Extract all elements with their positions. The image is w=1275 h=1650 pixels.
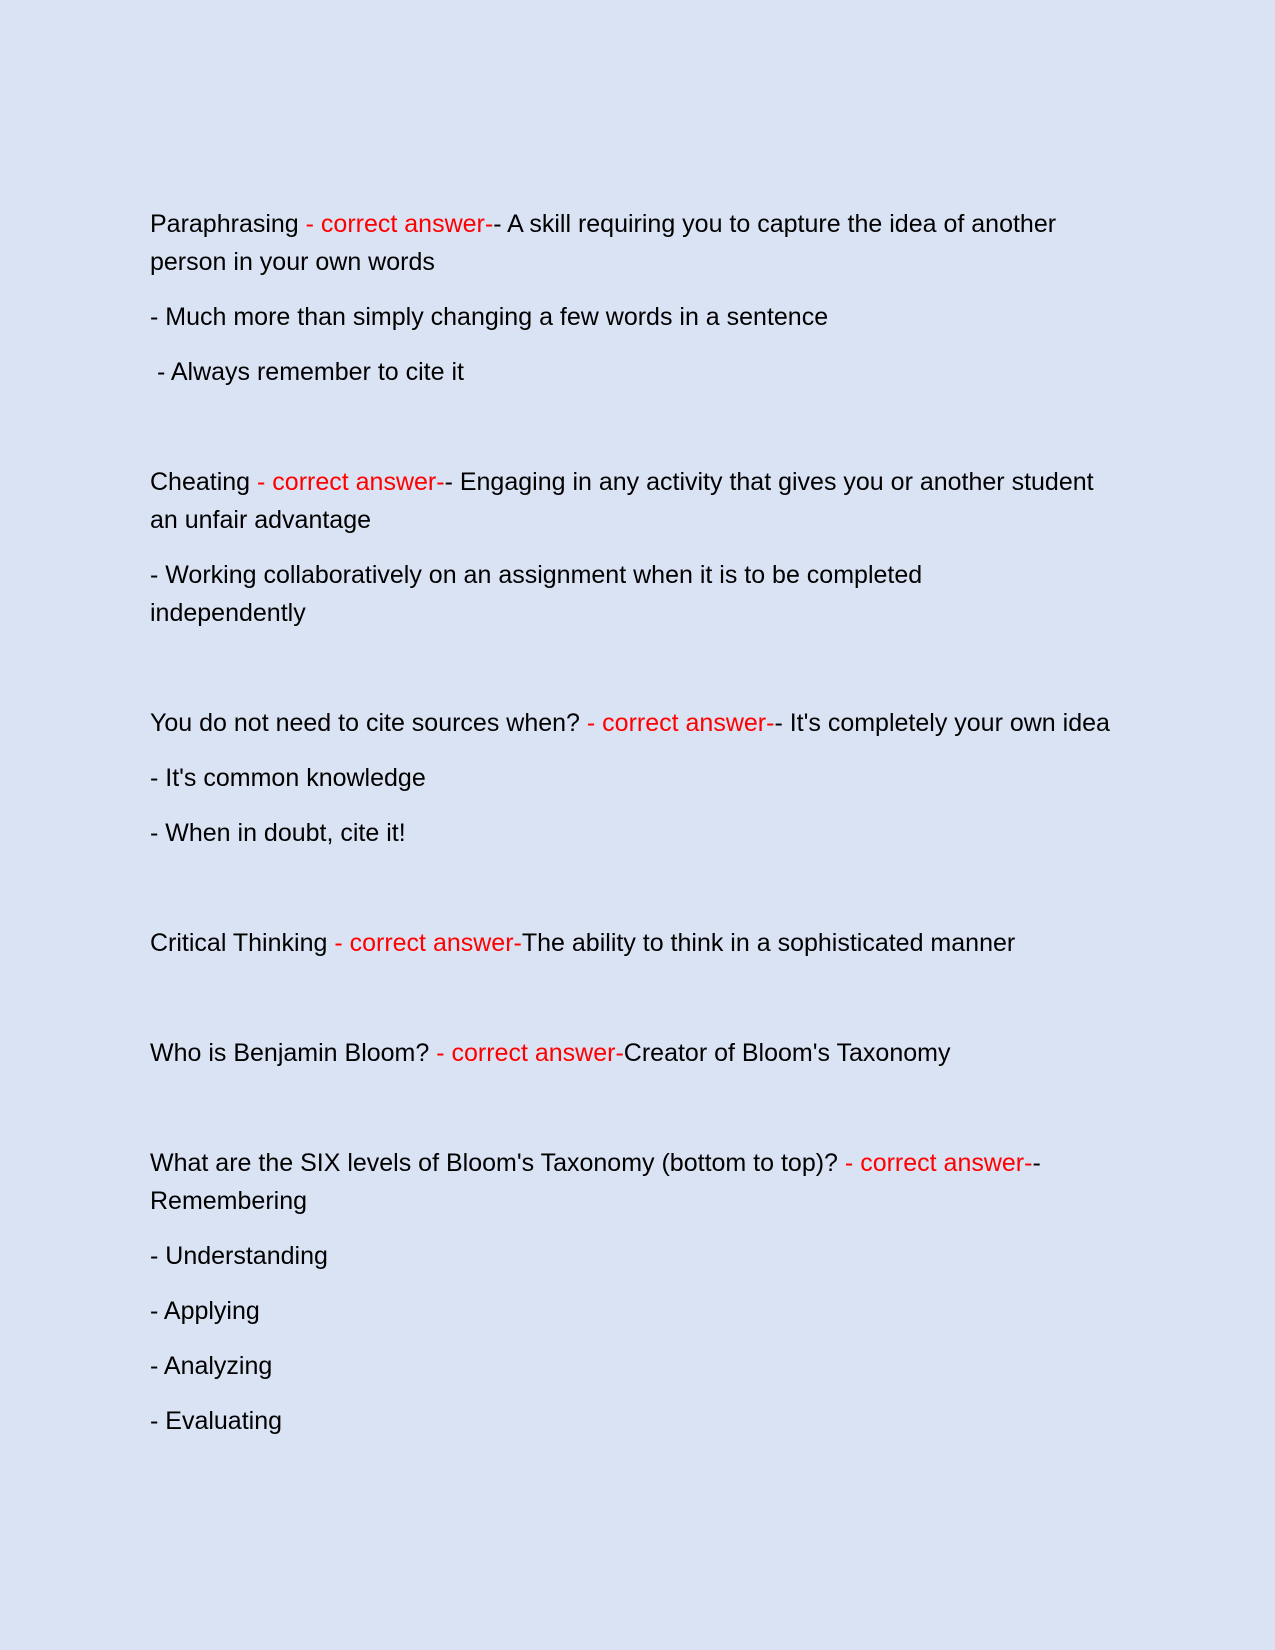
correct-answer-marker: - correct answer-	[305, 210, 494, 238]
correct-answer-marker: - correct answer-	[586, 709, 775, 737]
correct-answer-marker: - correct answer-	[436, 1039, 624, 1067]
entry-answer: - A skill requiring you to capture the idea of another person in your own words	[150, 210, 1057, 276]
correct-answer-marker: - correct answer-	[844, 1149, 1033, 1177]
answer-bullet: - Understanding	[150, 1242, 328, 1270]
entry-answer: - It's completely your own idea	[774, 709, 1110, 737]
entry-term: Critical Thinking	[150, 929, 335, 957]
flashcard-entry	[150, 1144, 1120, 1440]
answer-bullet: - Working collaboratively on an assignment when it is to be completed independently	[150, 561, 923, 627]
entry-question	[150, 704, 1120, 742]
entry-question	[150, 463, 1120, 539]
entry-term: You do not need to cite sources when?	[150, 709, 587, 737]
correct-answer-marker: - correct answer-	[257, 468, 445, 496]
entry-question	[150, 1144, 1120, 1220]
entry-answer: - Engaging in any activity that gives you or another student an unfair advantage	[150, 468, 1094, 534]
flashcard-entry	[150, 463, 1120, 632]
answer-bullet: - Much more than simply changing a few words in a sentence	[150, 303, 829, 331]
flashcard-entry	[150, 704, 1120, 852]
flashcard-entry	[150, 205, 1120, 391]
correct-answer-marker: - correct answer-	[334, 929, 522, 957]
entry-answer: Creator of Bloom's Taxonomy	[623, 1039, 951, 1067]
answer-bullet: - Evaluating	[150, 1407, 283, 1435]
answer-bullet: - It's common knowledge	[150, 764, 426, 792]
entry-answer: - Remembering	[150, 1149, 1041, 1215]
flashcard-entry	[150, 1034, 1120, 1072]
entry-term: Paraphrasing	[150, 210, 306, 238]
entry-question	[150, 205, 1120, 281]
answer-bullet: - Applying	[150, 1297, 260, 1325]
entry-term: Cheating	[150, 468, 258, 496]
answer-bullet: - Always remember to cite it	[150, 358, 464, 386]
document-page	[150, 205, 1120, 1512]
answer-bullet: - When in doubt, cite it!	[150, 819, 406, 847]
flashcard-entry	[150, 924, 1120, 962]
entry-question	[150, 1034, 1120, 1072]
answer-bullet: - Analyzing	[150, 1352, 273, 1380]
entry-answer: The ability to think in a sophisticated manner	[521, 929, 1016, 957]
entry-question	[150, 924, 1120, 962]
entry-term: Who is Benjamin Bloom?	[150, 1039, 437, 1067]
entry-term: What are the SIX levels of Bloom's Taxonomy (bottom to top)?	[150, 1149, 845, 1177]
